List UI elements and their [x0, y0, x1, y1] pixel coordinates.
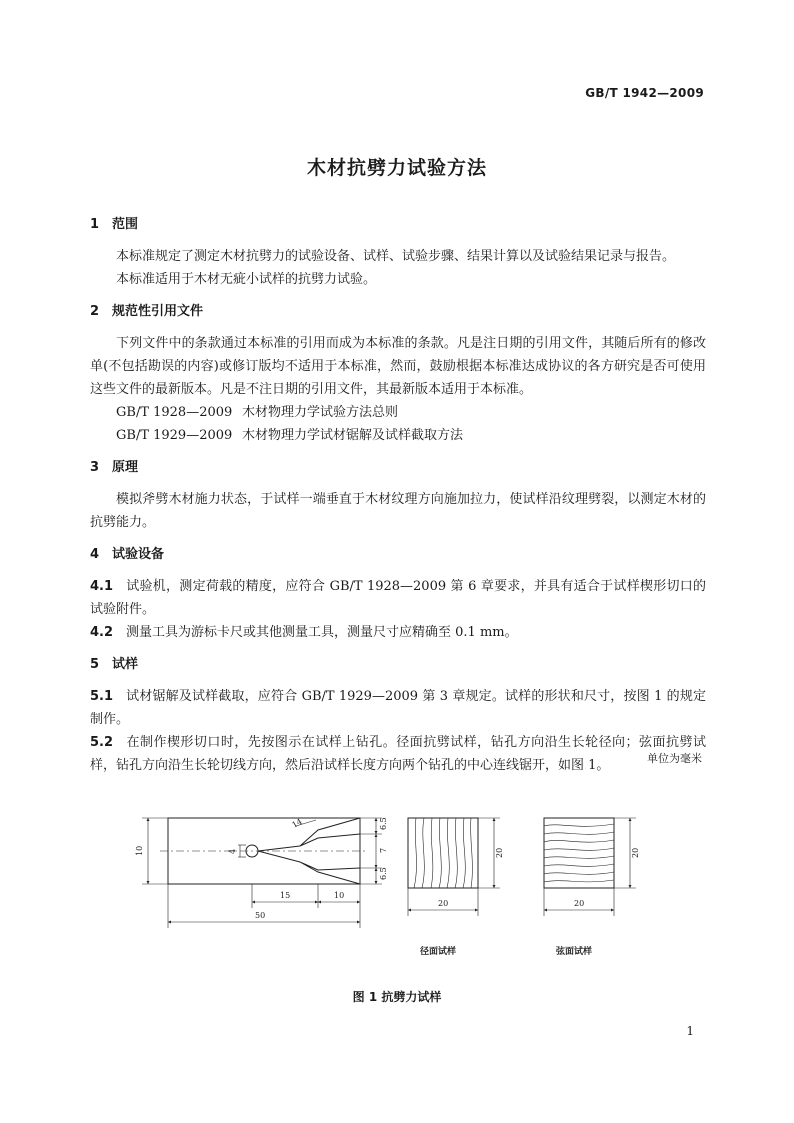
- dim-10-left: 10: [135, 845, 144, 856]
- document-title: 木材抗劈力试验方法: [306, 157, 487, 179]
- tangential-specimen-label: 弦面试样: [556, 947, 593, 957]
- dim-10-bottom: 10: [334, 891, 345, 900]
- dim-50: 50: [255, 911, 266, 920]
- clause-4-2: 4.2 测量工具为游标卡尺或其他测量工具，测量尺寸应精确至 0.1 mm。: [90, 625, 518, 640]
- standard-number: GB/T 1942—2009: [585, 86, 704, 100]
- section-3-para: 模拟斧劈木材施力状态，于试样一端垂直于木材纹理方向施加拉力，使试样沿纹理劈裂，以测定木材的抗劈能力。: [90, 492, 706, 530]
- radial-dim-height: 20: [495, 847, 504, 858]
- section-3-heading: 3 原理: [90, 460, 139, 475]
- dim-14: 14: [290, 816, 304, 830]
- clause-5-2: 5.2 在制作楔形切口时，先按图示在试样上钻孔。径面抗劈试样，钻孔方向沿生长轮径向；弦面抗劈试样，钻孔方向沿生长轮切线方向，然后沿试样长度方向两个钻孔的中心连线锯开，如图 1。: [90, 735, 706, 773]
- figure-1-drawing: [120, 790, 680, 990]
- page-number: 1: [686, 1024, 694, 1038]
- dim-6-5-top: 6.5: [379, 817, 388, 830]
- document-body: [90, 213, 706, 777]
- reference-2: GB/T 1929—2009 木材物理力学试材锯解及试样截取方法: [116, 428, 464, 443]
- figure-caption: 图 1 抗劈力试样: [352, 990, 442, 1004]
- dim-15: 15: [280, 891, 291, 900]
- tangential-specimen-end-view: [544, 818, 614, 888]
- dim-7: 7: [379, 847, 388, 853]
- section-5-heading: 5 试样: [90, 657, 139, 672]
- reference-1: GB/T 1928—2009 木材物理力学试验方法总则: [116, 405, 399, 420]
- radial-dim-width: 20: [438, 899, 449, 908]
- radial-specimen-label: 径面试样: [420, 947, 457, 957]
- section-2-para: 下列文件中的条款通过本标准的引用而成为本标准的条款。凡是注日期的引用文件，其随后所有的修改单(不包括勘误的内容)或修订版均不适用于本标准，然而，鼓励根据本标准达成协议的各方研究是否可使用这些文件的最新版本。凡是不注日期的引用文件，其最新版本适用于本标准。: [90, 336, 706, 397]
- section-1-para-1: 本标准规定了测定木材抗劈力的试验设备、试样、试验步骤、结果计算以及试验结果记录与报告。: [116, 249, 676, 264]
- radial-specimen-end-view: [408, 818, 478, 888]
- dim-6-5-bottom: 6.5: [379, 867, 388, 880]
- dim-4: 4: [228, 848, 237, 854]
- section-1-heading: 1 范围: [90, 217, 139, 232]
- section-2-heading: 2 规范性引用文件: [90, 304, 204, 319]
- tangential-dim-width: 20: [574, 899, 585, 908]
- clause-5-1: 5.1 试材锯解及试样截取，应符合 GB/T 1929—2009 第 3 章规定。试样的形状和尺寸，按图 1 的规定制作。: [90, 689, 706, 727]
- unit-note: 单位为毫米: [647, 752, 702, 765]
- tangential-dim-height: 20: [631, 847, 640, 858]
- section-4-heading: 4 试验设备: [90, 547, 165, 562]
- clause-4-1: 4.1 试验机，测定荷载的精度，应符合 GB/T 1928—2009 第 6 章要求，并具有适合于试样楔形切口的试验附件。: [90, 579, 706, 617]
- section-1-para-2: 本标准适用于木材无疵小试样的抗劈力试验。: [116, 272, 377, 287]
- specimen-side-view: [160, 818, 366, 884]
